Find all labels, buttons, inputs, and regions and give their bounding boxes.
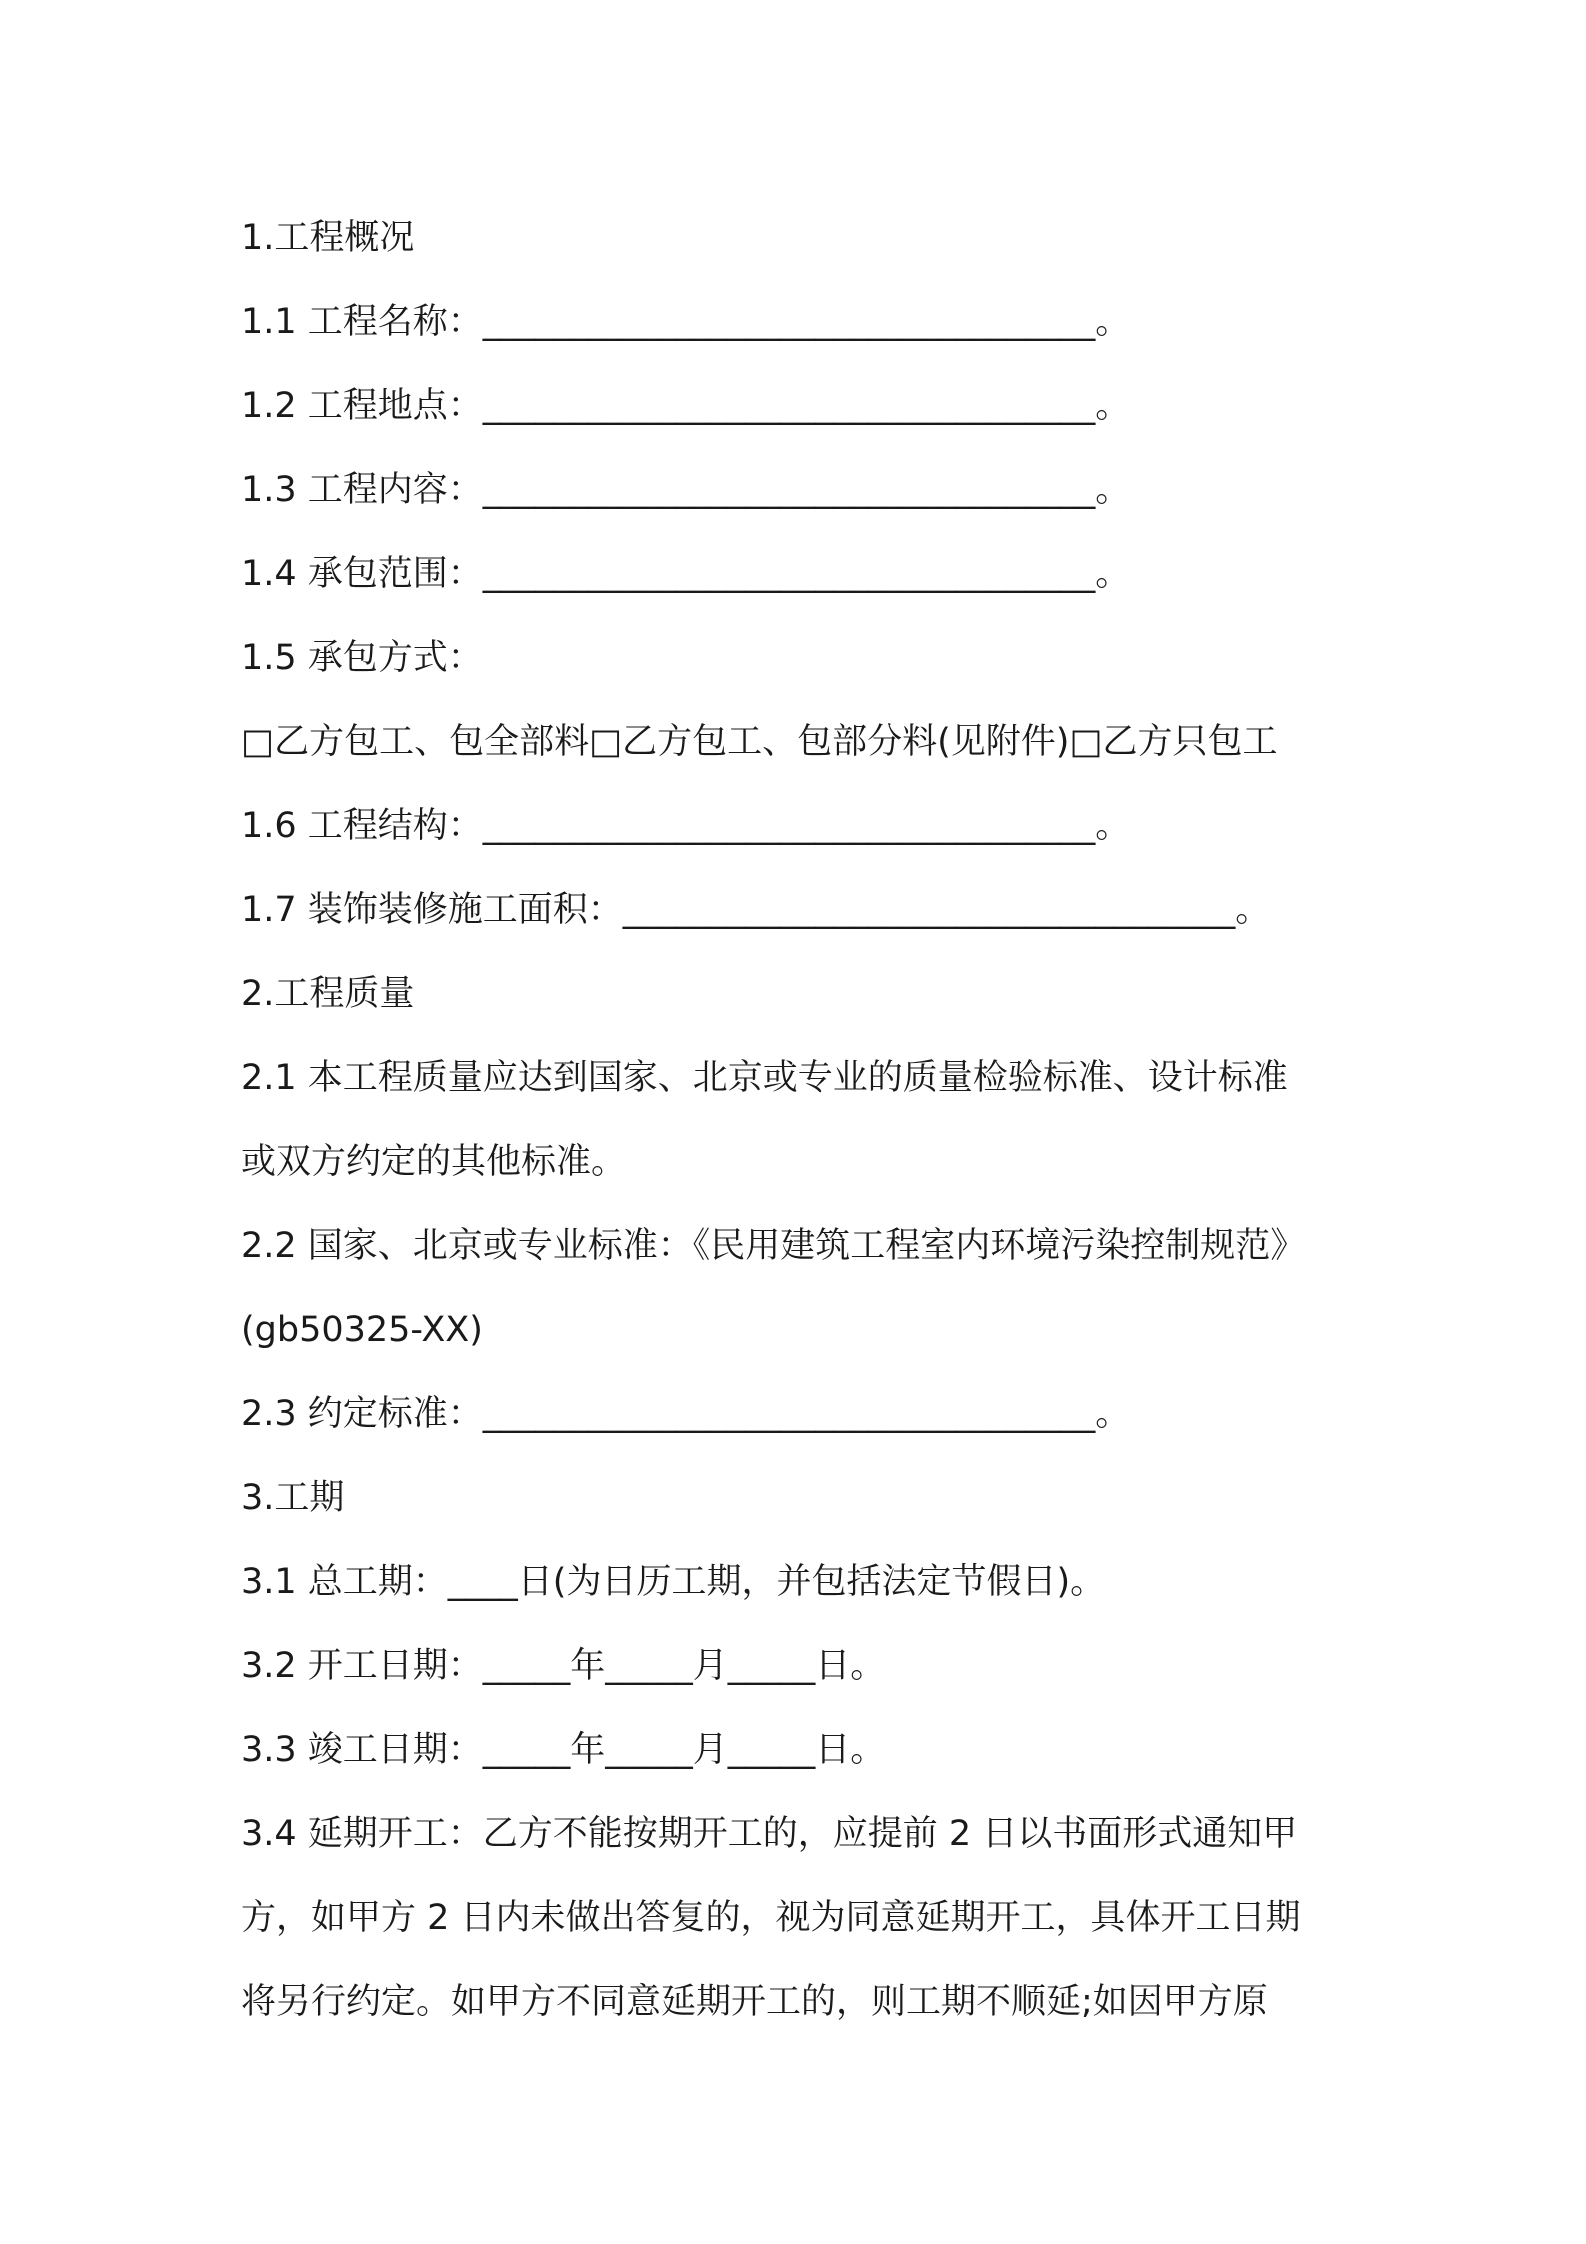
clause-2-1-quality-line-1: 2.1 本工程质量应达到国家、北京或专业的质量检验标准、设计标准 (241, 1058, 1288, 1098)
section-heading-3: 3.工期 (241, 1478, 345, 1518)
contract-method-options: □乙方包工、包全部料□乙方包工、包部分料(见附件)□乙方只包工 (241, 722, 1278, 762)
section-heading-1: 1.工程概况 (241, 218, 415, 258)
clause-3-2-start-date: 3.2 开工日期：_____年_____月_____日。 (241, 1646, 886, 1686)
clause-3-4-delay-line-3: 将另行约定。如甲方不同意延期开工的，则工期不顺延;如因甲方原 (241, 1982, 1268, 2022)
clause-1-5-contract-method: 1.5 承包方式： (241, 638, 483, 678)
clause-1-2-project-location: 1.2 工程地点：___________________________________。 (241, 386, 1131, 426)
section-heading-2: 2.工程质量 (241, 974, 415, 1014)
clause-1-6-project-structure: 1.6 工程结构：___________________________________。 (241, 806, 1131, 846)
clause-2-2-standards-line-2: (gb50325-XX) (241, 1310, 483, 1350)
clause-1-7-construction-area: 1.7 装饰装修施工面积：___________________________________。 (241, 890, 1271, 930)
document-body (241, 196, 1361, 2044)
clause-3-1-total-duration: 3.1 总工期：____日(为日历工期，并包括法定节假日)。 (241, 1562, 1106, 1602)
clause-2-3-agreed-standard: 2.3 约定标准：___________________________________。 (241, 1394, 1131, 1434)
clause-2-1-quality-line-2: 或双方约定的其他标准。 (241, 1142, 627, 1182)
clause-3-4-delay-line-1: 3.4 延期开工：乙方不能按期开工的，应提前 2 日以书面形式通知甲 (241, 1814, 1298, 1854)
clause-1-4-contract-scope: 1.4 承包范围：___________________________________。 (241, 554, 1131, 594)
clause-1-1-project-name: 1.1 工程名称：___________________________________。 (241, 302, 1131, 342)
clause-1-3-project-content: 1.3 工程内容：___________________________________。 (241, 470, 1131, 510)
clause-3-3-completion-date: 3.3 竣工日期：_____年_____月_____日。 (241, 1730, 886, 1770)
clause-3-4-delay-line-2: 方，如甲方 2 日内未做出答复的，视为同意延期开工，具体开工日期 (241, 1898, 1301, 1938)
clause-2-2-standards-line-1: 2.2 国家、北京或专业标准：《民用建筑工程室内环境污染控制规范》 (241, 1226, 1306, 1266)
